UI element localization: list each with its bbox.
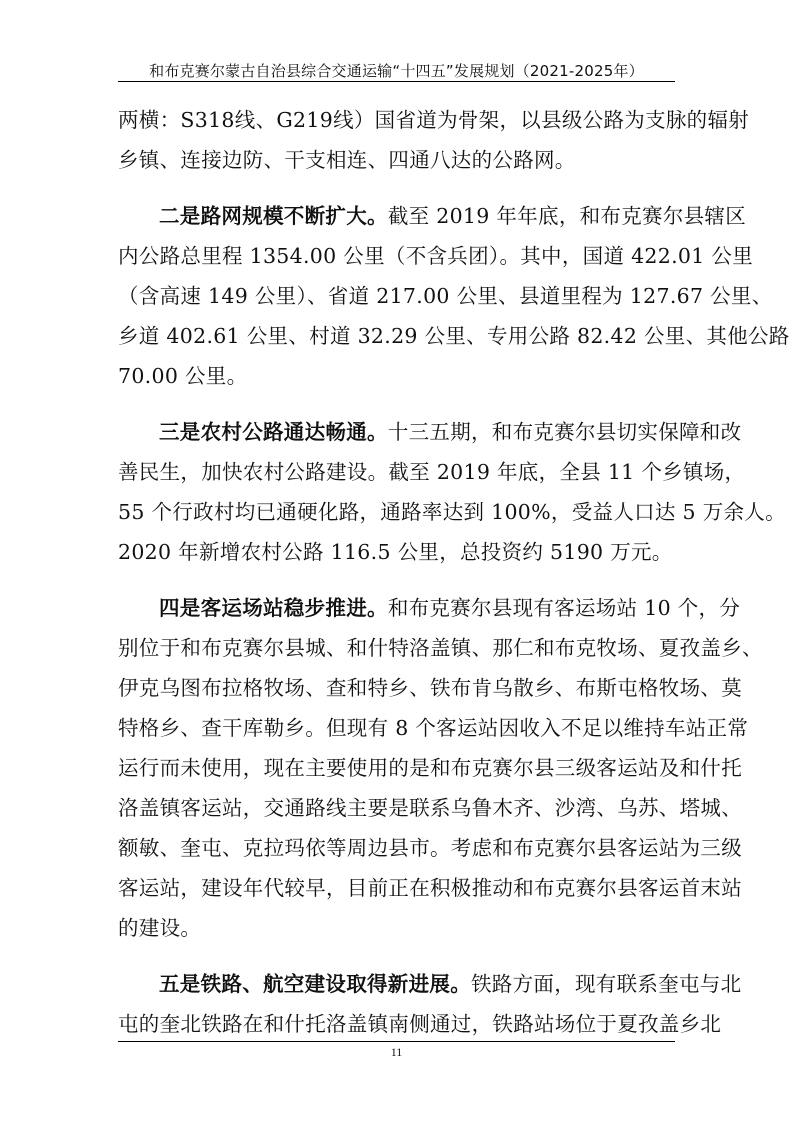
paragraph-text: 和布克赛尔县现有客运场站 10 个，分 xyxy=(387,596,741,620)
paragraph-lead-heading: 三是农村公路通达畅通。 xyxy=(159,420,388,444)
paragraph-text: 截至 2019 年年底，和布克赛尔县辖区 xyxy=(387,204,747,228)
text-line: 内公路总里程 1354.00 公里（不含兵团）。其中，国道 422.01 公里 xyxy=(118,244,754,268)
paragraph-first-line xyxy=(118,588,741,628)
paragraph-lead-heading: 二是路网规模不断扩大。 xyxy=(159,204,388,228)
text-line: 70.00 公里。 xyxy=(118,364,248,388)
text-line: 的建设。 xyxy=(118,916,202,940)
paragraph-lead-heading: 四是客运场站稳步推进。 xyxy=(159,596,388,620)
paragraph-first-line xyxy=(118,412,742,452)
text-line: 善民生，加快农村公路建设。截至 2019 年底，全县 11 个乡镇场， xyxy=(118,460,746,484)
document-body xyxy=(118,100,790,1044)
text-line: 客运站，建设年代较早，目前正在积极推动和布克赛尔县客运首末站 xyxy=(118,876,742,900)
text-line: 别位于和布克赛尔县城、和什特洛盖镇、那仁和布克牧场、夏孜盖乡、 xyxy=(118,636,763,660)
text-line: 屯的奎北铁路在和什托洛盖镇南侧通过，铁路站场位于夏孜盖乡北 xyxy=(118,1012,722,1036)
text-line: （含高速 149 公里）、省道 217.00 公里、县道里程为 127.67 公里、 xyxy=(118,284,773,308)
text-line: 2020 年新增农村公路 116.5 公里，总投资约 5190 万元。 xyxy=(118,540,673,564)
text-line: 乡道 402.61 公里、村道 32.29 公里、专用公路 82.42 公里、其他公路 xyxy=(118,324,790,348)
text-line: 两横：S318线、G219线）国省道为骨架，以县级公路为支脉的辐射 xyxy=(118,108,750,132)
text-line: 洛盖镇客运站，交通路线主要是联系乌鲁木齐、沙湾、乌苏、塔城、 xyxy=(118,796,742,820)
footer-divider xyxy=(118,1041,675,1042)
paragraph-first-line xyxy=(118,964,742,1004)
page-number: 11 xyxy=(390,1045,403,1059)
paragraph-first-line xyxy=(118,196,747,236)
header-divider xyxy=(118,81,675,82)
paragraph-text: 铁路方面，现有联系奎屯与北 xyxy=(471,972,742,996)
paragraph-lead-heading: 五是铁路、航空建设取得新进展。 xyxy=(159,972,471,996)
text-line: 55 个行政村均已通硬化路，通路率达到 100%，受益人口达 5 万余人。 xyxy=(118,500,786,524)
text-line: 运行而未使用，现在主要使用的是和布克赛尔县三级客运站及和什托 xyxy=(118,756,742,780)
running-header: 和布克赛尔蒙古自治县综合交通运输“十四五”发展规划（2021-2025年） xyxy=(149,62,644,80)
text-line: 额敏、奎屯、克拉玛依等周边县市。考虑和布克赛尔县客运站为三级 xyxy=(118,836,742,860)
text-line: 特格乡、查干库勒乡。但现有 8 个客运站因收入不足以维持车站正常 xyxy=(118,716,749,740)
text-line: 伊克乌图布拉格牧场、查和特乡、铁布肯乌散乡、布斯屯格牧场、莫 xyxy=(118,676,742,700)
text-line: 乡镇、连接边防、干支相连、四通八达的公路网。 xyxy=(118,148,576,172)
paragraph-text: 十三五期，和布克赛尔县切实保障和改 xyxy=(387,420,742,444)
